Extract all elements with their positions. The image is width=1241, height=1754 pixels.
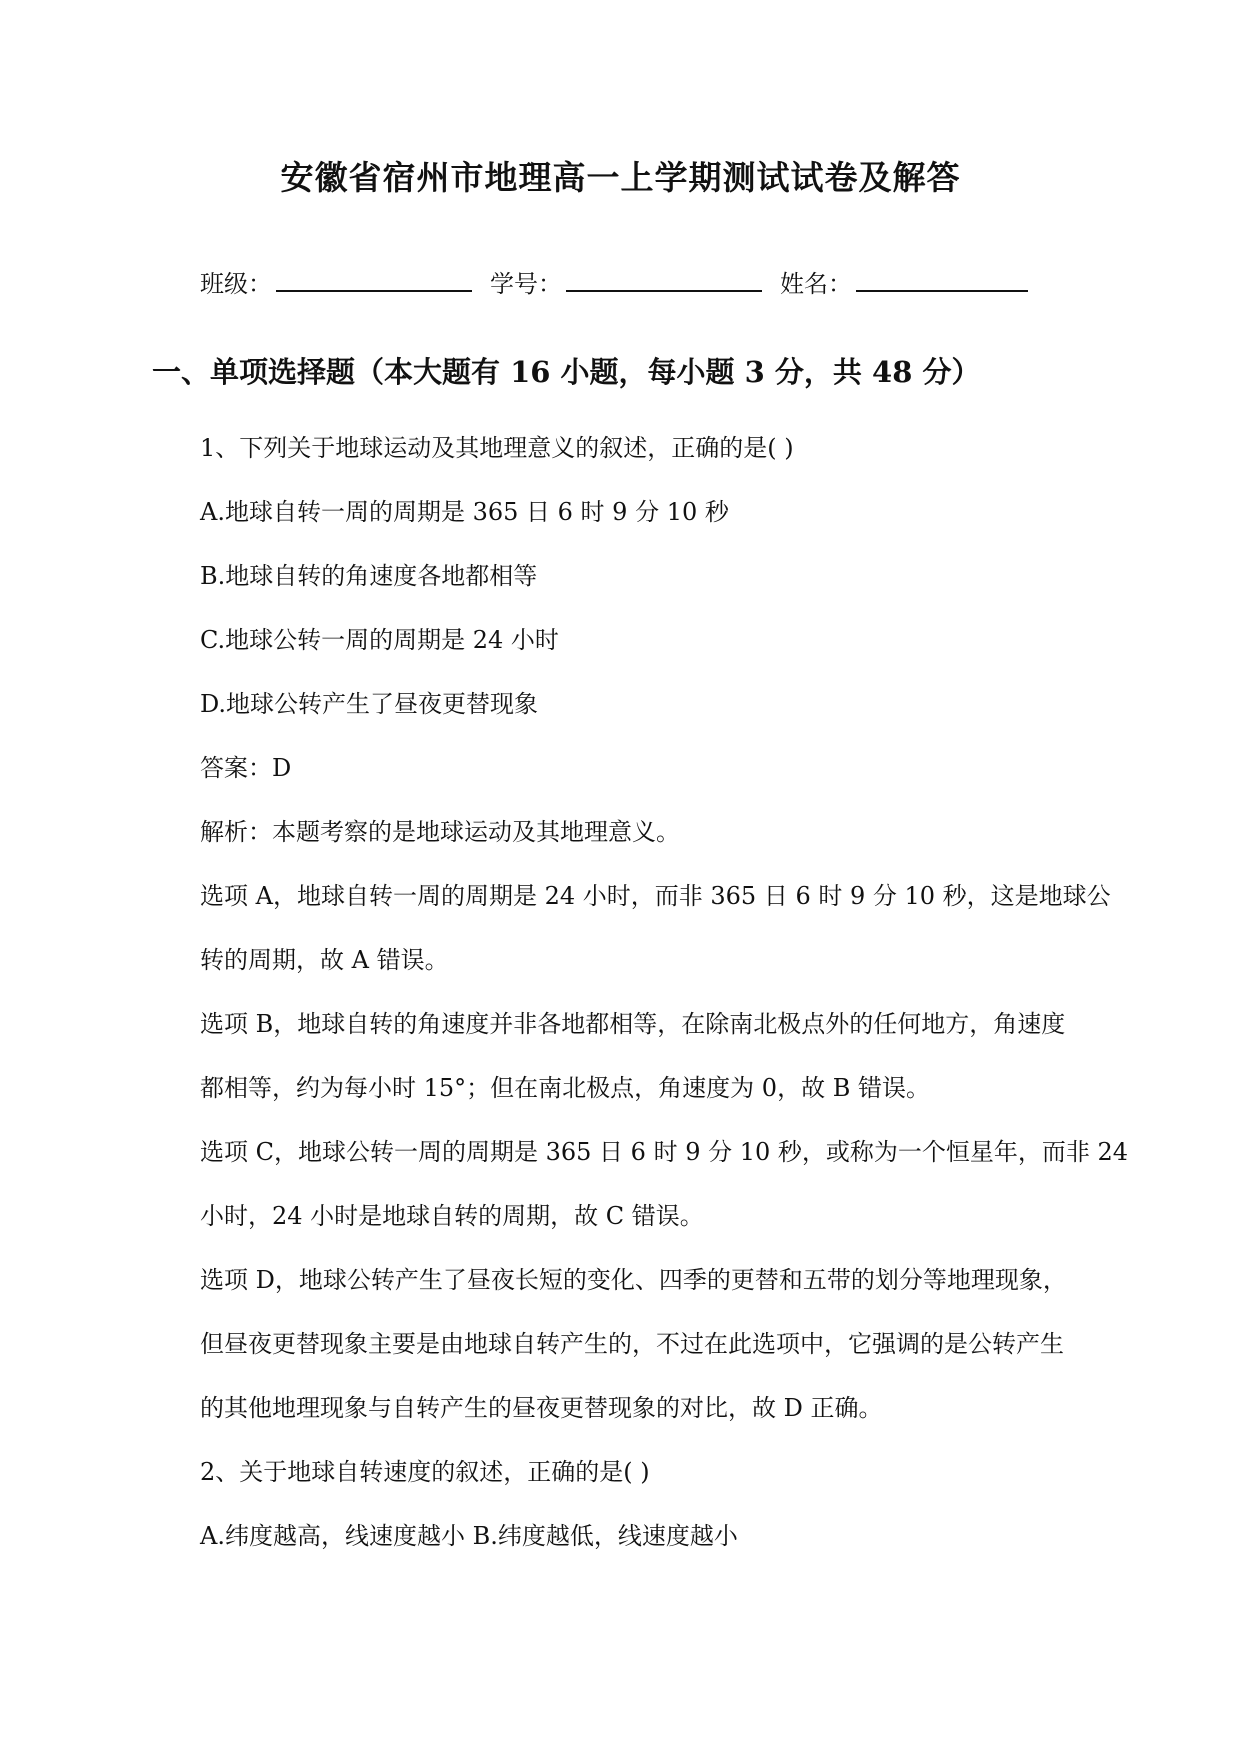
analysis-line: 选项 C，地球公转一周的周期是 365 日 6 时 9 分 10 秒，或称为一个恒星年，而非 24: [200, 1138, 1129, 1166]
analysis-line: 的其他地理现象与自转产生的昼夜更替现象的对比，故 D 正确。: [200, 1394, 883, 1422]
document-title: 安徽省宿州市地理高一上学期测试试卷及解答: [280, 158, 961, 197]
analysis-line: 小时，24 小时是地球自转的周期，故 C 错误。: [200, 1202, 704, 1230]
class-label: 班级：: [200, 270, 272, 298]
name-blank: [856, 268, 1028, 292]
analysis-line: 选项 B，地球自转的角速度并非各地都相等，在除南北极点外的任何地方，角速度: [200, 1010, 1066, 1038]
question-2-options: A.纬度越高，线速度越小 B.纬度越低，线速度越小: [200, 1522, 738, 1550]
student-id-label: 学号：: [490, 270, 562, 298]
analysis-line: 选项 A，地球自转一周的周期是 24 小时，而非 365 日 6 时 9 分 10 秒，这是地球公: [200, 882, 1111, 910]
question-1-analysis: 解析：本题考察的是地球运动及其地理意义。: [200, 818, 680, 846]
analysis-line: 转的周期，故 A 错误。: [200, 946, 449, 974]
question-1-option-c: C.地球公转一周的周期是 24 小时: [200, 626, 559, 654]
student-info-row: [200, 264, 1046, 299]
student-id-blank: [566, 268, 762, 292]
analysis-line: 选项 D，地球公转产生了昼夜长短的变化、四季的更替和五带的划分等地理现象，: [200, 1266, 1067, 1294]
question-2-stem: 2、关于地球自转速度的叙述，正确的是( ): [200, 1458, 650, 1486]
question-1-option-d: D.地球公转产生了昼夜更替现象: [200, 690, 539, 718]
question-1-option-a: A.地球自转一周的周期是 365 日 6 时 9 分 10 秒: [200, 498, 729, 526]
class-blank: [276, 268, 472, 292]
name-label: 姓名：: [780, 270, 852, 298]
analysis-line: 但昼夜更替现象主要是由地球自转产生的，不过在此选项中，它强调的是公转产生: [200, 1330, 1064, 1358]
section-heading: 一、单项选择题（本大题有 16 小题，每小题 3 分，共 48 分）: [152, 355, 981, 389]
analysis-line: 都相等，约为每小时 15°；但在南北极点，角速度为 0，故 B 错误。: [200, 1074, 930, 1102]
question-body: [200, 416, 1129, 1568]
question-1-answer: 答案：D: [200, 754, 292, 782]
question-1-stem: 1、下列关于地球运动及其地理意义的叙述，正确的是( ): [200, 434, 794, 462]
question-1-option-b: B.地球自转的角速度各地都相等: [200, 562, 538, 590]
